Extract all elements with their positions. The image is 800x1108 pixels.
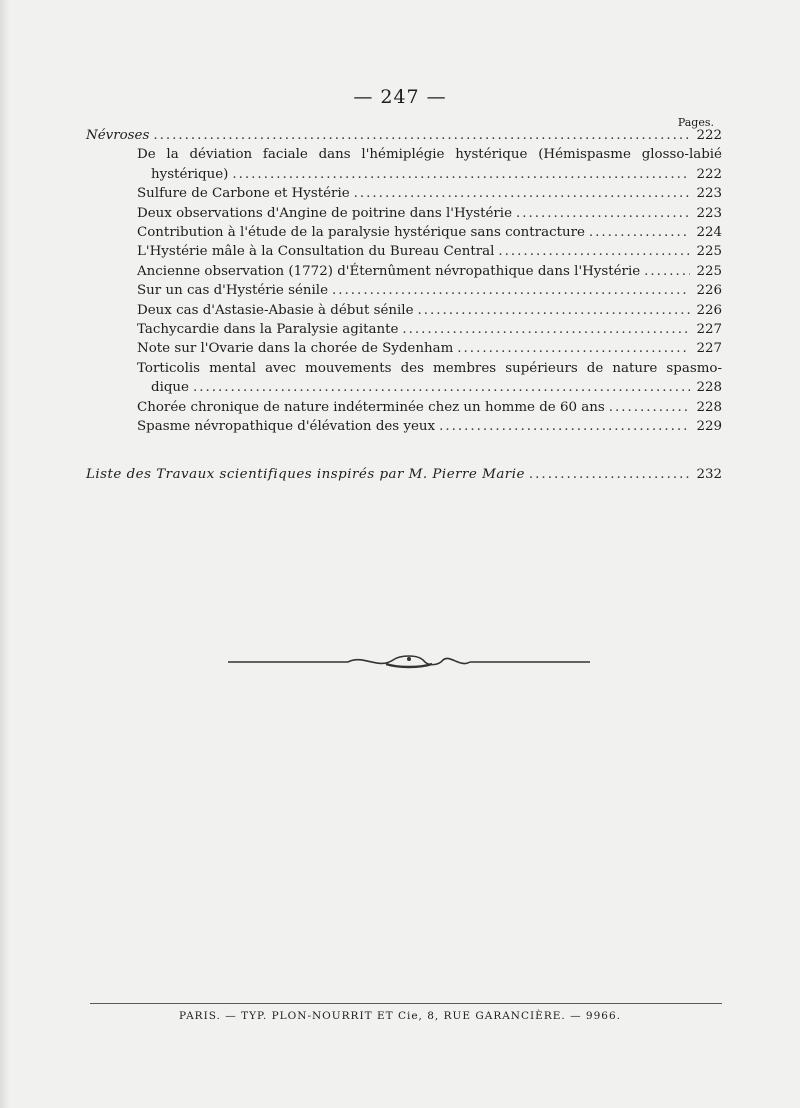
decorative-rule-ornament xyxy=(228,650,590,674)
dot-leader xyxy=(498,242,690,261)
toc-entry xyxy=(86,165,722,184)
toc-entry-title: Torticolis mental avec mouvements des membres supérieurs de nature spasmo- xyxy=(137,360,722,376)
toc-entry xyxy=(86,242,722,261)
toc-entry-page: 224 xyxy=(696,225,722,241)
toc-entry xyxy=(86,398,722,417)
toc-entry-title: Ancienne observation (1772) d'Éternûment névropathique dans l'Hystérie xyxy=(137,263,641,279)
toc-entry xyxy=(86,320,722,339)
toc-entry-page: 223 xyxy=(696,205,722,221)
printer-imprint: PARIS. — TYP. PLON-NOURRIT ET Cie, 8, RUE GARANCIÈRE. — 9966. xyxy=(179,1010,621,1022)
toc-entry-page: 223 xyxy=(696,186,722,202)
toc-entry-title: Deux observations d'Angine de poitrine dans l'Hystérie xyxy=(137,205,512,221)
toc-entry-title: Contribution à l'étude de la paralysie hystérique sans contracture xyxy=(137,225,585,241)
toc-entry-page: 228 xyxy=(696,380,722,396)
toc-entry-title: Note sur l'Ovarie dans la chorée de Sydenham xyxy=(137,341,454,357)
page-number: — 247 — xyxy=(353,86,447,108)
dot-leader xyxy=(589,223,690,242)
toc-entry-page: 226 xyxy=(696,302,722,318)
section-title: Névroses xyxy=(86,128,150,143)
toc-entry xyxy=(86,262,722,281)
dot-leader xyxy=(232,165,690,184)
toc-entry-page: 227 xyxy=(696,341,722,357)
toc-entry xyxy=(86,281,722,300)
toc-entry-title: Spasme névropathique d'élévation des yeux xyxy=(137,419,436,435)
toc-list-heading xyxy=(86,465,722,484)
dot-leader xyxy=(529,465,690,484)
dot-leader xyxy=(402,320,690,339)
toc-entry xyxy=(86,223,722,242)
toc-entry-title: hystérique) xyxy=(151,166,229,182)
dot-leader xyxy=(354,184,690,203)
toc-entry xyxy=(86,417,722,436)
pages-column-label: Pages. xyxy=(677,116,714,129)
list-title: Liste des Travaux scientifiques inspirés par M. Pierre Marie xyxy=(86,466,525,482)
page-edge-shadow xyxy=(0,0,10,1108)
toc-entry xyxy=(86,359,722,378)
toc-entry-title: L'Hystérie mâle à la Consultation du Bureau Central xyxy=(137,244,495,260)
toc-entry-title: dique xyxy=(151,380,189,396)
dot-leader xyxy=(439,417,690,436)
toc-entry-page: 225 xyxy=(696,244,722,260)
toc-entry-title: Chorée chronique de nature indéterminée chez un homme de 60 ans xyxy=(137,399,605,415)
toc-entry xyxy=(86,301,722,320)
footer-rule xyxy=(90,1003,722,1004)
section-page: 222 xyxy=(696,128,722,143)
toc-section-heading xyxy=(86,126,722,145)
toc-entry xyxy=(86,378,722,397)
toc-entry xyxy=(86,184,722,203)
dot-leader xyxy=(609,398,690,417)
dot-leader xyxy=(153,126,690,145)
toc-entry xyxy=(86,339,722,358)
dot-leader xyxy=(457,339,690,358)
dot-leader xyxy=(516,204,690,223)
toc-entry xyxy=(86,204,722,223)
toc-entry-page: 222 xyxy=(696,166,722,182)
dot-leader xyxy=(418,301,690,320)
toc-entry-title: Sur un cas d'Hystérie sénile xyxy=(137,283,329,299)
toc-entry-page: 225 xyxy=(696,263,722,279)
toc-entry-title: Tachycardie dans la Paralysie agitante xyxy=(137,322,399,338)
toc-entry-page: 228 xyxy=(696,399,722,415)
dot-leader xyxy=(193,378,690,397)
dot-leader xyxy=(332,281,690,300)
toc-entry-page: 227 xyxy=(696,322,722,338)
toc-entry-page: 226 xyxy=(696,283,722,299)
toc-entries xyxy=(86,145,722,436)
toc-entry xyxy=(86,145,722,164)
list-page: 232 xyxy=(696,466,722,482)
toc-entry-page: 229 xyxy=(696,419,722,435)
toc-entry-title: De la déviation faciale dans l'hémiplégie hystérique (Hémispasme glosso-labié xyxy=(137,147,722,163)
toc-entry-title: Deux cas d'Astasie-Abasie à début sénile xyxy=(137,302,414,318)
table-of-contents xyxy=(86,126,722,484)
dot-leader xyxy=(644,262,690,281)
toc-entry-title: Sulfure de Carbone et Hystérie xyxy=(137,186,350,202)
